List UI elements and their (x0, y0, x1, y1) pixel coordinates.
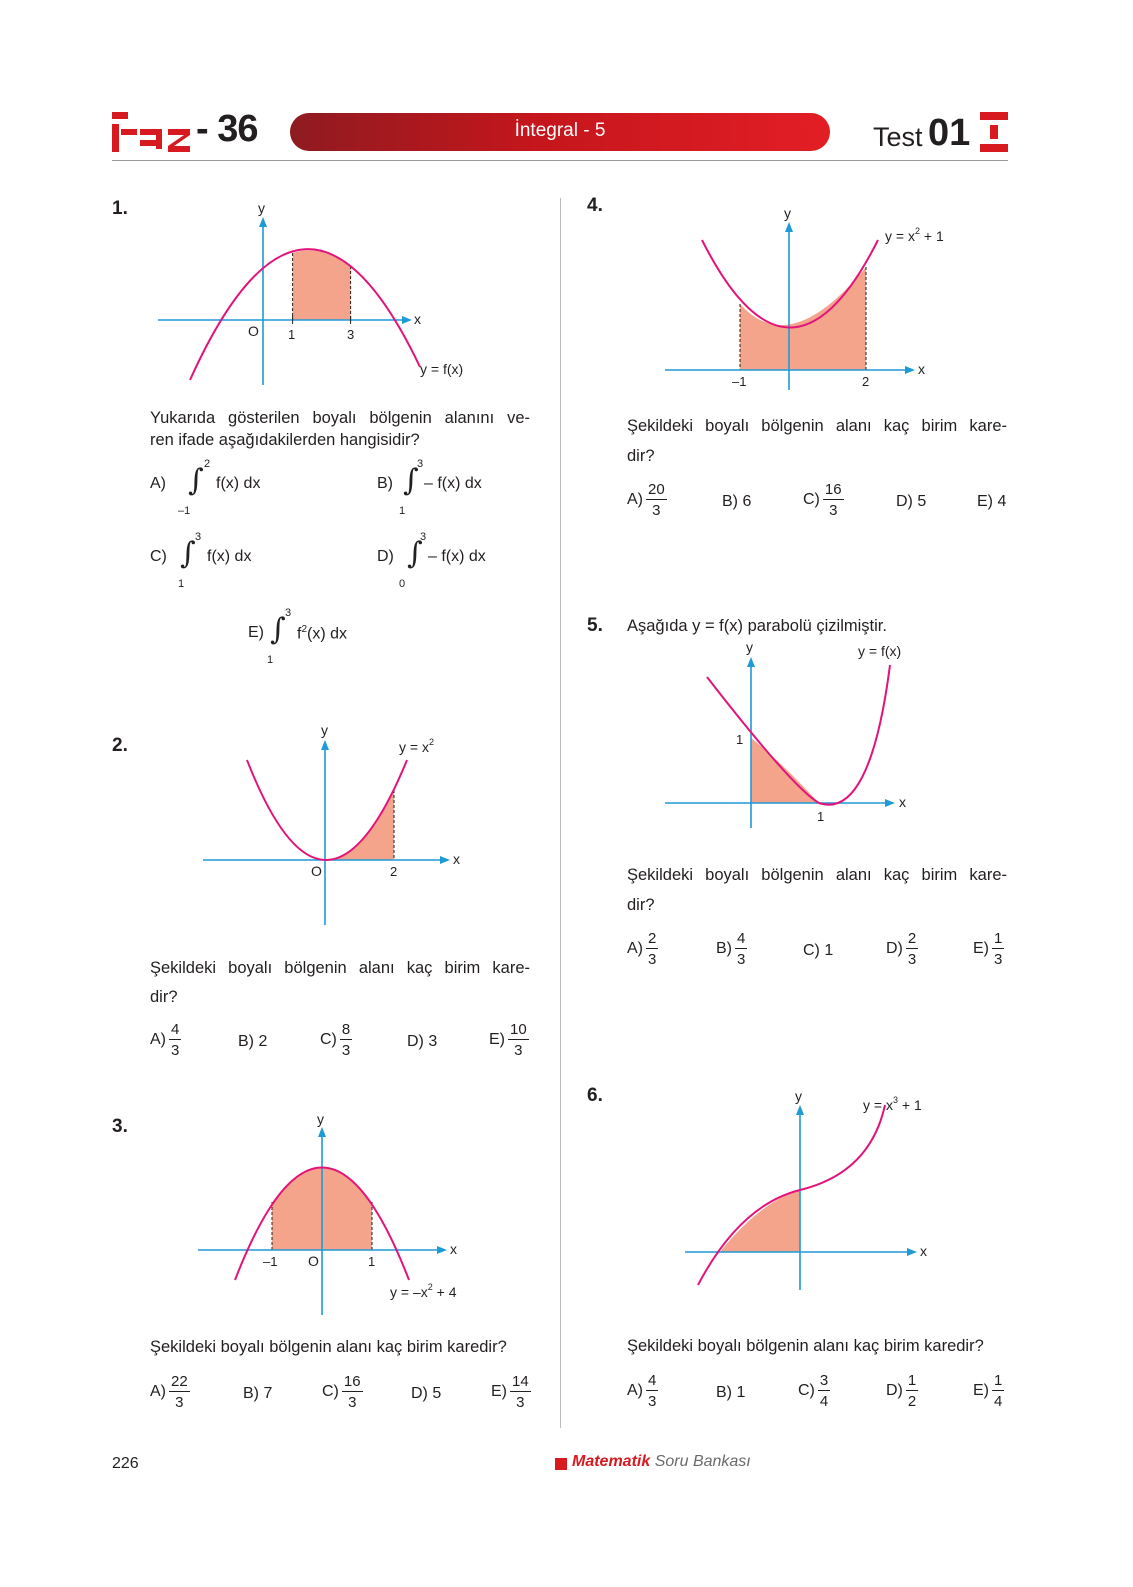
question-4-option-b[interactable]: B) 6 (722, 493, 752, 510)
question-2-text: Şekildeki boyalı bölgenin alanı kaç birim kare- (150, 959, 530, 977)
question-2-graph (195, 720, 475, 930)
question-1-option-a[interactable] (150, 455, 350, 515)
integral-icon: ∫ (180, 536, 196, 571)
question-4-graph (660, 200, 970, 395)
curve-label: $y = -x^2 + 4$ (390, 1282, 457, 1300)
shaded-region (720, 1190, 800, 1252)
footer-square-icon (555, 1458, 567, 1470)
faz-number: - 36 (196, 108, 258, 150)
header-rule (112, 160, 1008, 161)
x-axis-label: x (450, 1241, 457, 1257)
lower-limit: 1 (399, 505, 406, 517)
question-3-option-b[interactable]: B) 7 (243, 1385, 273, 1402)
x-axis-label: x (453, 851, 460, 867)
curve-label: y = f(x) (420, 361, 464, 377)
question-4-option-d[interactable]: D) 5 (896, 493, 927, 510)
option-key: C) (150, 548, 167, 565)
y-axis-label: y (795, 1088, 802, 1104)
tick-label: 3 (347, 327, 355, 342)
question-5-text: dir? (627, 896, 655, 914)
integral-icon: ∫ (403, 463, 419, 498)
integrand: f(x) dx (216, 475, 261, 492)
question-5-option-d[interactable]: D) $\frac{2}{3}$ (886, 930, 917, 968)
integrand: $f^2(x)$ dx (297, 624, 348, 643)
question-3-option-c[interactable]: C) $\frac{16}{3}$ (322, 1373, 361, 1411)
test-number: 01 (928, 112, 971, 154)
topic-title: İntegral - 5 (514, 120, 606, 141)
tick-label: 1 (368, 1254, 376, 1269)
question-4-option-e[interactable]: E) 4 (977, 493, 1007, 510)
curve-label: y = f(x) (858, 643, 902, 659)
integrand: f(x) dx (207, 548, 252, 565)
y-axis-label: y (317, 1111, 324, 1127)
question-2-option-e[interactable]: E) $\frac{10}{3}$ (489, 1021, 527, 1059)
t-logo-icon (980, 112, 1008, 152)
question-5-option-b[interactable]: B) $\frac{4}{3}$ (716, 930, 746, 968)
question-6-option-b[interactable]: B) 1 (716, 1384, 746, 1401)
option-key: A) (150, 475, 166, 492)
question-2-number: 2. (112, 735, 128, 756)
question-4-text: dir? (627, 447, 655, 465)
question-5-number: 5. (587, 615, 603, 636)
curve-label: $y = x^3 + 1$ (863, 1095, 922, 1113)
question-4-option-a[interactable]: A) $\frac{20}{3}$ (627, 481, 665, 519)
y-axis-label: y (321, 722, 328, 738)
page-number: 226 (112, 1455, 139, 1472)
question-3-text: Şekildeki boyalı bölgenin alanı kaç birim karedir? (150, 1338, 507, 1356)
tick-label: 1 (817, 809, 825, 824)
x-axis-label: x (899, 794, 906, 810)
integral-icon: ∫ (188, 463, 204, 498)
tick-label: 2 (390, 864, 398, 879)
curve-label: $y = x^2$ (399, 737, 434, 755)
question-2-option-c[interactable]: C) $\frac{8}{3}$ (320, 1021, 351, 1059)
question-4-option-c[interactable]: C) $\frac{16}{3}$ (803, 481, 842, 519)
y-axis-label: y (746, 639, 753, 655)
upper-limit: 3 (285, 607, 292, 619)
integrand: – f(x) dx (428, 548, 486, 565)
question-6-option-e[interactable]: E) $\frac{1}{4}$ (973, 1372, 1003, 1410)
question-1-option-e[interactable] (248, 604, 448, 668)
origin-label: O (311, 863, 322, 879)
question-1-option-d[interactable] (377, 528, 577, 588)
question-1-text: Yukarıda gösterilen boyalı bölgenin alanını ve- (150, 409, 530, 427)
question-3-option-d[interactable]: D) 5 (411, 1385, 442, 1402)
curve-label: $y = x^2 + 1$ (885, 226, 944, 244)
integrand: – f(x) dx (424, 475, 482, 492)
question-5-intro: Aşağıda y = f(x) parabolü çizilmiştir. (627, 617, 887, 635)
question-5-graph (660, 640, 940, 830)
question-3-option-a[interactable]: A) $\frac{22}{3}$ (150, 1373, 188, 1411)
integral-icon: ∫ (270, 612, 286, 647)
question-6-option-a[interactable]: A) $\frac{4}{3}$ (627, 1372, 657, 1410)
column-divider (560, 198, 561, 1428)
integral-icon: ∫ (407, 536, 423, 571)
y-axis-label: y (784, 205, 791, 221)
question-3-number: 3. (112, 1116, 128, 1137)
option-key: B) (377, 475, 393, 492)
question-1-number: 1. (112, 198, 128, 219)
question-4-text: Şekildeki boyalı bölgenin alanı kaç birim kare- (627, 417, 1007, 435)
question-1-option-b[interactable] (377, 455, 577, 515)
question-1-option-c[interactable] (150, 528, 350, 588)
lower-limit: 0 (399, 578, 406, 590)
option-key: E) (248, 624, 264, 641)
shaded-region (740, 267, 866, 370)
question-6-number: 6. (587, 1085, 603, 1106)
question-2-text: dir? (150, 988, 178, 1006)
question-3-option-e[interactable]: E) $\frac{14}{3}$ (491, 1373, 529, 1411)
tick-label: –1 (732, 374, 747, 389)
question-6-graph (680, 1085, 960, 1295)
question-1-graph (150, 195, 480, 390)
question-4-number: 4. (587, 195, 603, 216)
question-2-option-d[interactable]: D) 3 (407, 1033, 438, 1050)
origin-label: O (248, 323, 259, 339)
x-axis-label: x (920, 1243, 927, 1259)
y-axis-label: y (258, 200, 265, 216)
faz-logo (112, 112, 192, 152)
origin-label: O (308, 1253, 319, 1269)
option-key: D) (377, 548, 394, 565)
upper-limit: 2 (204, 458, 211, 470)
tick-label: 1 (736, 732, 744, 747)
tick-label: 2 (862, 374, 870, 389)
question-3-graph (190, 1105, 480, 1320)
question-5-option-a[interactable]: A) $\frac{2}{3}$ (627, 930, 657, 968)
question-5-text: Şekildeki boyalı bölgenin alanı kaç birim kare- (627, 866, 1007, 884)
lower-limit: 1 (178, 578, 185, 590)
x-axis-label: x (918, 361, 925, 377)
question-5-option-c[interactable]: C) 1 (803, 942, 834, 959)
tick-label: 1 (288, 327, 296, 342)
question-6-text: Şekildeki boyalı bölgenin alanı kaç birim karedir? (627, 1337, 984, 1355)
shaded-region (325, 790, 394, 860)
question-6-option-d[interactable]: D) $\frac{1}{2}$ (886, 1372, 917, 1410)
upper-limit: 3 (420, 531, 427, 543)
tick-label: –1 (263, 1254, 278, 1269)
question-1-text: ren ifade aşağıdakilerden hangisidir? (150, 431, 420, 449)
question-2-option-b[interactable]: B) 2 (238, 1033, 268, 1050)
question-2-option-a[interactable]: A) $\frac{4}{3}$ (150, 1021, 180, 1059)
upper-limit: 3 (417, 458, 424, 470)
question-6-option-c[interactable]: C) $\frac{3}{4}$ (798, 1372, 829, 1410)
upper-limit: 3 (195, 531, 202, 543)
book-title: Matematik Soru Bankası (572, 1453, 751, 1470)
lower-limit: –1 (178, 505, 191, 517)
question-5-option-e[interactable]: E) $\frac{1}{3}$ (973, 930, 1003, 968)
x-axis-label: x (414, 311, 421, 327)
lower-limit: 1 (267, 654, 274, 666)
test-label: Test (873, 122, 923, 152)
